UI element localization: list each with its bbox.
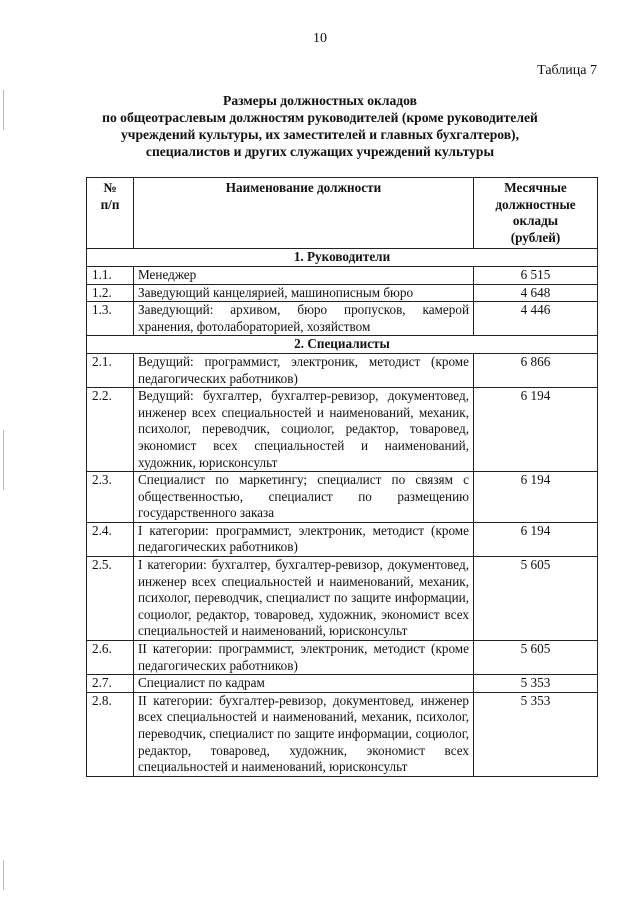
table-row [87,472,598,523]
title-line: Размеры должностных окладов [223,93,417,108]
position-name: Заведующий: архивом, бюро пропусков, камерой хранения, фотолабораторией, хозяйством [134,302,474,336]
position-name: I категории: бухгалтер, бухгалтер-ревизор, документовед, инженер всех специальностей и наименований, механик, психолог, переводчик, специалист по защите информации, социолог, редактор, товаровед, художник, экономист всех специальностей и наименований, юрисконсульт [134,557,474,641]
salary-value: 5 353 [474,692,598,776]
row-number: 2.1. [87,353,134,387]
table-header-row [87,178,598,249]
salary-value: 4 446 [474,302,598,336]
salary-table [86,177,598,777]
row-number: 2.5. [87,557,134,641]
position-name: II категории: бухгалтер-ревизор, документовед, инженер всех специальностей и наименований, механик, психолог, переводчик, специалист по защите информации, социолог, редактор, товаровед, художник, экономист всех специальностей и наименований, юрисконсульт [134,692,474,776]
row-number: 1.2. [87,284,134,302]
row-number: 2.6. [87,641,134,675]
table-row [87,641,598,675]
position-name: II категории: программист, электроник, методист (кроме педагогических работников) [134,641,474,675]
scan-margin-mark [3,90,4,130]
table-row [87,353,598,387]
scan-margin-mark [3,430,4,490]
title-line: по общеотраслевым должностям руководителей (кроме руководителей [102,110,538,125]
table-caption: Таблица 7 [537,63,597,78]
page-number: 10 [313,31,327,46]
table-row [87,692,598,776]
row-number: 2.7. [87,675,134,693]
section-row [87,336,598,354]
position-name: Специалист по кадрам [134,675,474,693]
header-number: № п/п [87,178,134,249]
header-position-name: Наименование должности [134,178,474,249]
position-name: Ведущий: программист, электроник, методист (кроме педагогических работников) [134,353,474,387]
row-number: 2.4. [87,522,134,556]
section-row [87,249,598,267]
position-name: Менеджер [134,266,474,284]
title-line: учреждений культуры, их заместителей и главных бухгалтеров), [121,127,519,142]
title-line: специалистов и других служащих учреждений культуры [145,144,495,159]
table-row [87,522,598,556]
position-name: Специалист по маркетингу; специалист по связям с общественностью, специалист по размещению государственного заказа [134,472,474,523]
row-number: 1.3. [87,302,134,336]
salary-value: 6 194 [474,388,598,472]
scan-margin-mark [3,860,4,890]
row-number: 2.3. [87,472,134,523]
table-row [87,388,598,472]
table-body [87,249,598,776]
salary-value: 5 605 [474,557,598,641]
salary-value: 6 194 [474,522,598,556]
salary-value: 5 353 [474,675,598,693]
table-row [87,557,598,641]
table-row [87,266,598,284]
table-row [87,302,598,336]
row-number: 2.8. [87,692,134,776]
table-row [87,284,598,302]
table-row [87,675,598,693]
position-name: Ведущий: бухгалтер, бухгалтер-ревизор, документовед, инженер всех специальностей и наименований, механик, психолог, переводчик, социолог, редактор, товаровед, экономист всех специальностей и наименований, художник, юрисконсульт [134,388,474,472]
salary-value: 5 605 [474,641,598,675]
salary-value: 4 648 [474,284,598,302]
header-monthly-salary: Месячные должностные оклады (рублей) [474,178,598,249]
salary-value: 6 194 [474,472,598,523]
row-number: 1.1. [87,266,134,284]
section-title: 1. Руководители [87,249,598,267]
document-title [60,92,580,160]
salary-value: 6 866 [474,353,598,387]
row-number: 2.2. [87,388,134,472]
salary-value: 6 515 [474,266,598,284]
section-title: 2. Специалисты [87,336,598,354]
position-name: I категории: программист, электроник, методист (кроме педагогических работников) [134,522,474,556]
position-name: Заведующий канцелярией, машинописным бюро [134,284,474,302]
